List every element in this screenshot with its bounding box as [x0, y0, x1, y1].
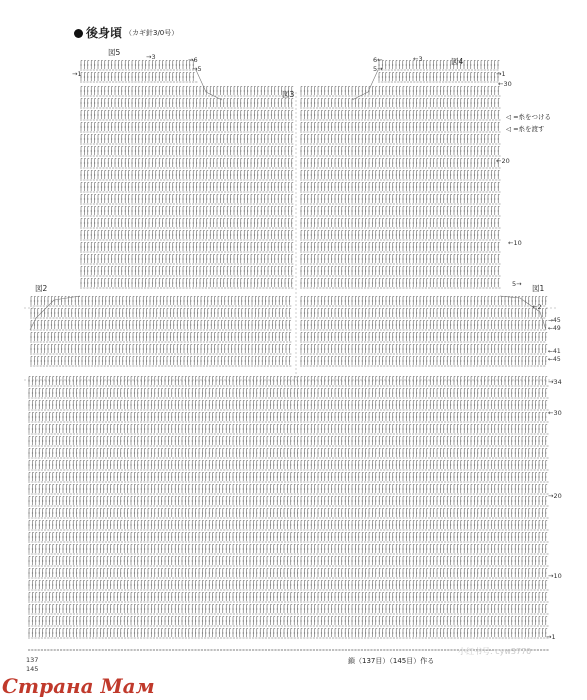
row-marker: →10: [548, 572, 562, 580]
title-text: 後身頃: [86, 26, 123, 40]
row-marker: →20: [548, 492, 562, 500]
left-mid-stitches: [30, 297, 290, 366]
row-marker: →3: [146, 53, 156, 61]
right-neck-edge: [352, 70, 378, 100]
row-marker: 5→: [512, 280, 522, 288]
row-marker: ←20: [496, 157, 510, 165]
lower-body-chain-row: [28, 386, 549, 638]
row-marker: →1: [546, 633, 556, 641]
row-marker: ←41: [548, 348, 561, 355]
row-marker: ←30: [548, 409, 562, 417]
figure-label-2: 図2: [35, 284, 48, 293]
row-marker: →1: [496, 70, 506, 78]
row-marker: ←3: [413, 55, 423, 63]
right-shoulder-stitches: [378, 61, 499, 82]
row-marker: →34: [548, 378, 562, 386]
legend-carry-yarn: ◁ =糸を渡す: [506, 125, 545, 133]
figure-label-1: 図1: [532, 284, 545, 293]
row-marker: →1: [72, 70, 82, 78]
site-logo: Страна Мам: [2, 674, 155, 698]
right-mid-stitches: [300, 297, 547, 366]
row-marker: ←45: [548, 356, 561, 363]
stitch-count-a: 137: [26, 656, 39, 664]
row-marker: →5: [192, 65, 202, 73]
left-shoulder-stitches: [80, 61, 194, 82]
right-upper-stitches: [300, 87, 499, 288]
figure-label-4: 図4: [451, 57, 464, 66]
row-marker: ←49: [548, 325, 561, 332]
stitch-count-b: 145: [26, 665, 39, 673]
chain-note: 鎖（137目）（145目）作る: [348, 657, 435, 665]
row-marker: ←30: [498, 80, 512, 88]
figure-label-5: 図5: [108, 48, 121, 57]
row-marker: 5→: [373, 65, 383, 73]
row-marker: 6←: [373, 56, 383, 64]
left-neck-edge: [196, 70, 222, 100]
row-marker: →45: [548, 317, 561, 324]
lower-body-stitches: [28, 377, 547, 638]
watermark: 小红书号: cyw3770: [458, 647, 532, 656]
left-upper-stitches: [80, 87, 293, 288]
legend-attach-yarn: ◁ =糸をつける: [506, 113, 552, 121]
row-marker: ←2: [532, 303, 542, 311]
diagram-subtitle: （カギ針3/0号）: [125, 29, 179, 37]
figure-label-3: 図3: [282, 90, 295, 99]
row-marker: →6: [188, 56, 198, 64]
row-marker: ←10: [508, 239, 522, 247]
